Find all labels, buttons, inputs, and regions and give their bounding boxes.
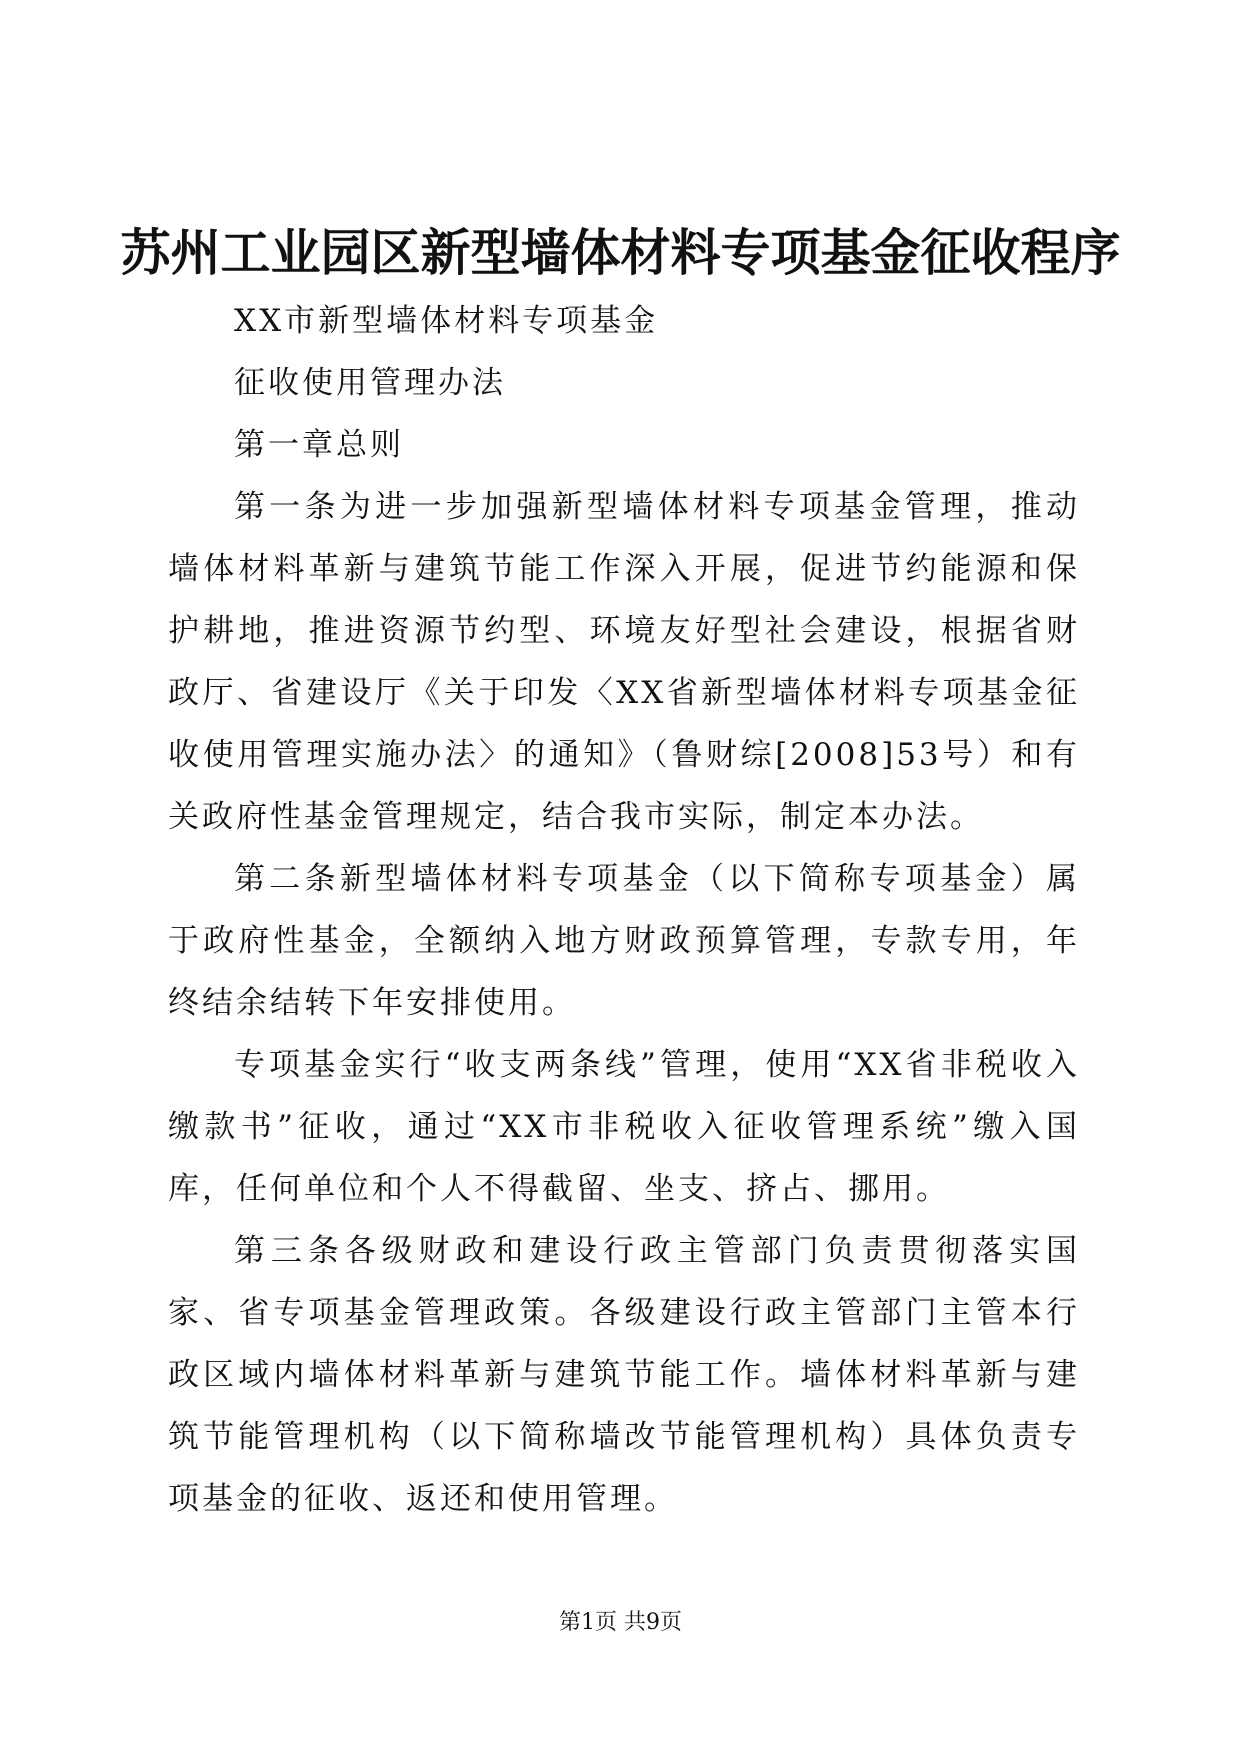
paragraph-article-one: 第一条为进一步加强新型墙体材料专项基金管理，推动墙体材料革新与建筑节能工作深入开展，促进节约能源和保护耕地，推进资源节约型、环境友好型社会建设，根据省财政厅、省建设厅《关于印发〈XX省新型墙体材料专项基金征收使用管理实施办法〉的通知》（鲁财综[2008]53号）和有关政府性基金管理规定，结合我市实际，制定本办法。 [168, 489, 1080, 835]
paragraph-city-fund: XX市新型墙体材料专项基金 [234, 303, 659, 339]
document-body [168, 290, 1080, 1530]
paragraph-article-two: 第二条新型墙体材料专项基金（以下简称专项基金）属于政府性基金，全额纳入地方财政预算管理，专款专用，年终结余结转下年安排使用。 [168, 861, 1080, 1021]
paragraph-article-three: 第三条各级财政和建设行政主管部门负责贯彻落实国家、省专项基金管理政策。各级建设行政主管部门主管本行政区域内墙体材料革新与建筑节能工作。墙体材料革新与建筑节能管理机构（以下简称墙改节能管理机构）具体负责专项基金的征收、返还和使用管理。 [168, 1233, 1080, 1517]
paragraph-measures-title: 征收使用管理办法 [234, 365, 506, 401]
paragraph-chapter-one: 第一章总则 [234, 427, 404, 463]
page-footer: 第1页 共9页 [559, 1610, 682, 1635]
paragraph-two-lines: 专项基金实行“收支两条线”管理，使用“XX省非税收入缴款书”征收，通过“XX市非税收入征收管理系统”缴入国库，任何单位和个人不得截留、坐支、挤占、挪用。 [168, 1047, 1080, 1207]
document-title: 苏州工业园区新型墙体材料专项基金征收程序 [120, 223, 1121, 282]
